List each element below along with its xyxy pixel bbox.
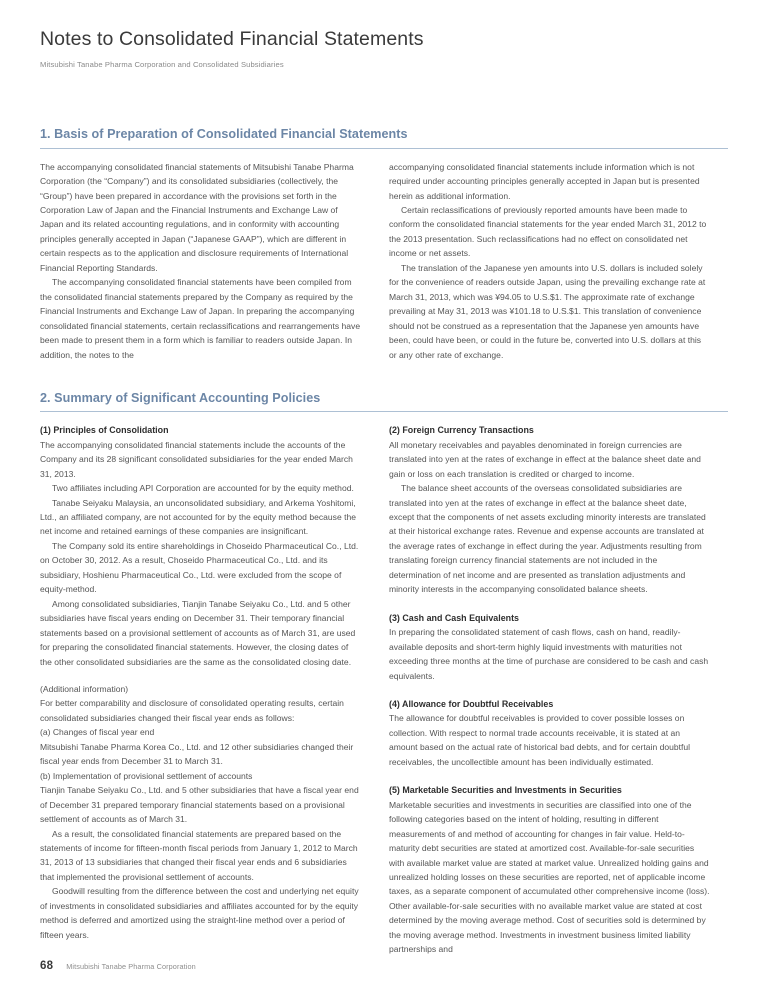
section-heading: 2. Summary of Significant Accounting Policies: [40, 390, 728, 412]
paragraph: accompanying consolidated financial statements include information which is not required under accounting principles generally accepted in Japan but is presented herein as additional information.: [389, 161, 700, 201]
paragraph: Tanabe Seiyaku Malaysia, an unconsolidated subsidiary, and Arkema Yoshitomi, Ltd., an affiliated company, are not accounted for by the equity method because the net income and retained earnings of these companies are insignificant.: [40, 497, 357, 537]
left-column: [40, 160, 361, 362]
paragraph: The balance sheet accounts of the overseas consolidated subsidiaries are translated into yen at the rates of exchange in effect at the balance sheet date, except that the components of net assets excluding minority interests are translated at their historical exchange rates. Revenue and expense accounts are translated at the average rates of exchange in effect during the year. Adjustments resulting from translating foreign currency financial statements are not included in the determination of net income and are presented as translation adjustments and minority interests in the accompanying consolidated balance sheets.: [389, 483, 706, 595]
paragraph: Goodwill resulting from the difference between the cost and underlying net equity of investments in consolidated subsidiaries and affiliates accounted for by the equity method is deferred and amortized using the straight-line method over a period of fifteen years.: [40, 886, 359, 940]
paragraph: Mitsubishi Tanabe Pharma Korea Co., Ltd. and 12 other subsidiaries changed their fiscal year ends from December 31 to March 31.: [40, 741, 354, 767]
subsection-heading: (5) Marketable Securities and Investments in Securities: [389, 785, 622, 796]
paragraph: Tianjin Tanabe Seiyaku Co., Ltd. and 5 other subsidiaries that have a fiscal year end of December 31 prepared temporary financial statements based on a provisional settlement of accounts as of March 31.: [40, 785, 359, 825]
section-summary-of-accounting-policies: [40, 390, 728, 957]
section-columns: [40, 423, 728, 956]
subsection-heading: (2) Foreign Currency Transactions: [389, 425, 534, 436]
subsection-heading: (1) Principles of Consolidation: [40, 425, 169, 436]
page-masthead: [40, 0, 728, 70]
paragraph: In preparing the consolidated statement of cash flows, cash on hand, readily-available deposits and short-term highly liquid investments with maturities not exceeding three months at the time of purchase are considered to be cash and cash equivalents.: [389, 627, 709, 681]
subsection-heading: (3) Cash and Cash Equivalents: [389, 612, 519, 623]
footer-company-name: Mitsubishi Tanabe Pharma Corporation: [66, 962, 196, 971]
page-title: Notes to Consolidated Financial Statements: [40, 28, 424, 50]
page-subtitle: Mitsubishi Tanabe Pharma Corporation and Consolidated Subsidiaries: [40, 60, 284, 70]
paragraph: All monetary receivables and payables denominated in foreign currencies are translated into yen at the rates of exchange in effect at the balance sheet date and gain or loss on each translation is credited or charged to income.: [389, 439, 701, 479]
paragraph: The allowance for doubtful receivables is provided to cover possible losses on collection. With respect to normal trade accounts receivable, it is stated at an amount based on the actual rate of historical bad debts, and for certain doubtful receivables, the uncollectible amount has been individually estimated.: [389, 713, 691, 767]
paragraph: The translation of the Japanese yen amounts into U.S. dollars is included solely for the convenience of readers outside Japan, using the prevailing exchange rate at March 31, 2013, which was ¥94.05 to U.S.$1. The approximate rate of exchange prevailing at May 31, 2013 was ¥101.18 to U.S.$1. This translation of convenience should not be construed as a representation that the Japanese yen amounts have been, could have been, or could in the future be, converted into U.S. dollars at this or any other rate of exchange.: [389, 262, 706, 360]
page-number: 68: [40, 960, 54, 972]
paragraph: Among consolidated subsidiaries, Tianjin Tanabe Seiyaku Co., Ltd. and 5 other subsidiaries have fiscal years ending on December 31. Their temporary financial statements based on a provisional settlement of accounts as of March 31, are used for preparing the consolidated financial statements. However, the closing dates of the other consolidated subsidiaries are the same as the consolidated closing date.: [40, 598, 356, 667]
section-basis-of-preparation: [40, 126, 728, 362]
paragraph: The accompanying consolidated financial statements include the accounts of the Company and its 28 significant consolidated subsidiaries for the year ended March 31, 2013.: [40, 439, 353, 479]
right-column: [389, 423, 710, 956]
paragraph: (b) Implementation of provisional settlement of accounts: [40, 770, 253, 781]
paragraph: For better comparability and disclosure of consolidated operating results, certain consolidated subsidiaries changed their fiscal year ends as follows:: [40, 698, 344, 723]
paragraph: As a result, the consolidated financial statements are prepared based on the statements of income for fifteen-month fiscal periods from January 1, 2012 to March 31, 2013 of 13 subsidiaries that changed their fiscal year ends and 6 subsidiaries that implemented the provisional settlement of accounts.: [40, 828, 358, 882]
paragraph: The accompanying consolidated financial statements of Mitsubishi Tanabe Pharma Corporation (the “Company”) and its consolidated subsidiaries (collectively, the “Group”) have been prepared in accordance with the provisions set forth in the Corporation Law of Japan and the Financial Instruments and Exchange Law of Japan and its related accounting regulations, and in conformity with accounting principles generally accepted in Japan (“Japanese GAAP”), which are different in certain respects as to the application and disclosure requirements of International Financial Reporting Standards.: [40, 161, 354, 273]
left-column: [40, 423, 361, 956]
paragraph: Marketable securities and investments in securities are classified into one of the following categories based on the intent of holding, resulting in different measurements of and method of accounting for changes in fair value. Held-to-maturity debt securities are stated at amortized cost. Available-for-sale securities with available market value are stated at market value. Unrealized holding gains and unrealized holding losses on these securities are reported, net of applicable income taxes, as a separate component of accumulated other comprehensive income (loss). Other available-for-sale securities with no available market value are stated at cost determined by the moving average method. Cost of securities sold is determined by the moving average method. Investments in investment business limited liability partnerships and: [389, 799, 710, 955]
section-heading: 1. Basis of Preparation of Consolidated Financial Statements: [40, 126, 728, 148]
paragraph: (a) Changes of fiscal year end: [40, 727, 155, 738]
section-columns: [40, 160, 728, 362]
paragraph: Certain reclassifications of previously reported amounts have been made to conform the consolidated financial statements for the year ended March 31, 2012 to the 2013 presentation. Such reclassifications had no effect on consolidated net income or net assets.: [389, 204, 707, 259]
paragraph-additional-information: (Additional information): [40, 684, 129, 695]
right-column: [389, 160, 710, 362]
subsection-heading: (4) Allowance for Doubtful Receivables: [389, 699, 554, 710]
paragraph: The accompanying consolidated financial statements have been compiled from the consolidated financial statements prepared by the Company as required by the Financial Instruments and Exchange Law of Japan. In preparing the accompanying consolidated financial statements, certain reclassifications and rearrangements have been made to present them in a form which is familiar to readers outside Japan. In addition, the notes to the: [40, 277, 361, 360]
paragraph: Two affiliates including API Corporation are accounted for by the equity method.: [52, 483, 354, 494]
page-footer: [40, 960, 196, 972]
paragraph: The Company sold its entire shareholdings in Choseido Pharmaceutical Co., Ltd. on October 30, 2012. As a result, Choseido Pharmaceutical Co., Ltd. and its subsidiary, Hoshienu Pharmaceutical Co., Ltd. were excluded from the scope of equity-method.: [40, 540, 359, 595]
